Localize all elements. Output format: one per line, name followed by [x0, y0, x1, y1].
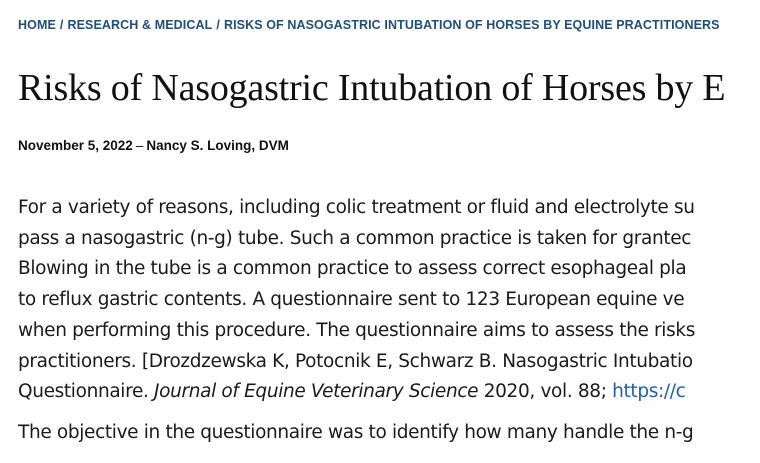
article-paragraph-2 [18, 418, 760, 449]
paragraph-line: pass a nasogastric (n-g) tube. Such a common practice is taken for grantec [18, 227, 692, 249]
breadcrumb-current-link[interactable]: RISKS OF NASOGASTRIC INTUBATION OF HORSES BY EQUINE PRACTITIONERS [223, 18, 720, 32]
article-date: November 5, 2022 [18, 138, 133, 153]
paragraph-line: when performing this procedure. The questionnaire aims to assess the risks [18, 319, 696, 341]
citation-volume: 2020, vol. 88; [478, 381, 613, 403]
journal-name: Journal of Equine Veterinary Science [154, 381, 479, 403]
paragraph-line-citation [18, 377, 760, 408]
byline-dash: – [135, 138, 144, 153]
breadcrumb-section-link[interactable]: RESEARCH & MEDICAL [67, 18, 213, 32]
breadcrumb [18, 18, 720, 32]
article-paragraph-1 [18, 193, 760, 408]
breadcrumb-home-link[interactable]: HOME [18, 18, 56, 32]
article-byline [18, 138, 289, 153]
paragraph-line: practitioners. [Drozdzewska K, Potocnik E, Schwarz B. Nasogastric Intubatio [18, 350, 693, 372]
breadcrumb-separator: / [59, 18, 64, 32]
breadcrumb-separator: / [216, 18, 220, 32]
paragraph-line: For a variety of reasons, including colic treatment or fluid and electrolyte su [18, 197, 695, 218]
citation-text: Questionnaire. [18, 381, 155, 403]
paragraph-line: to reflux gastric contents. A questionnaire sent to 123 European equine ve [18, 289, 685, 311]
article-body [18, 193, 760, 459]
author-link[interactable]: Nancy S. Loving, DVM [146, 138, 289, 153]
paragraph-line: Blowing in the tube is a common practice to assess correct esophageal pla [18, 258, 687, 280]
doi-link[interactable]: https://c [612, 381, 686, 403]
paragraph-line: The objective in the questionnaire was to identify how many handle the n-g [18, 421, 694, 443]
article-title: Risks of Nasogastric Intubation of Horses by E [18, 67, 726, 109]
